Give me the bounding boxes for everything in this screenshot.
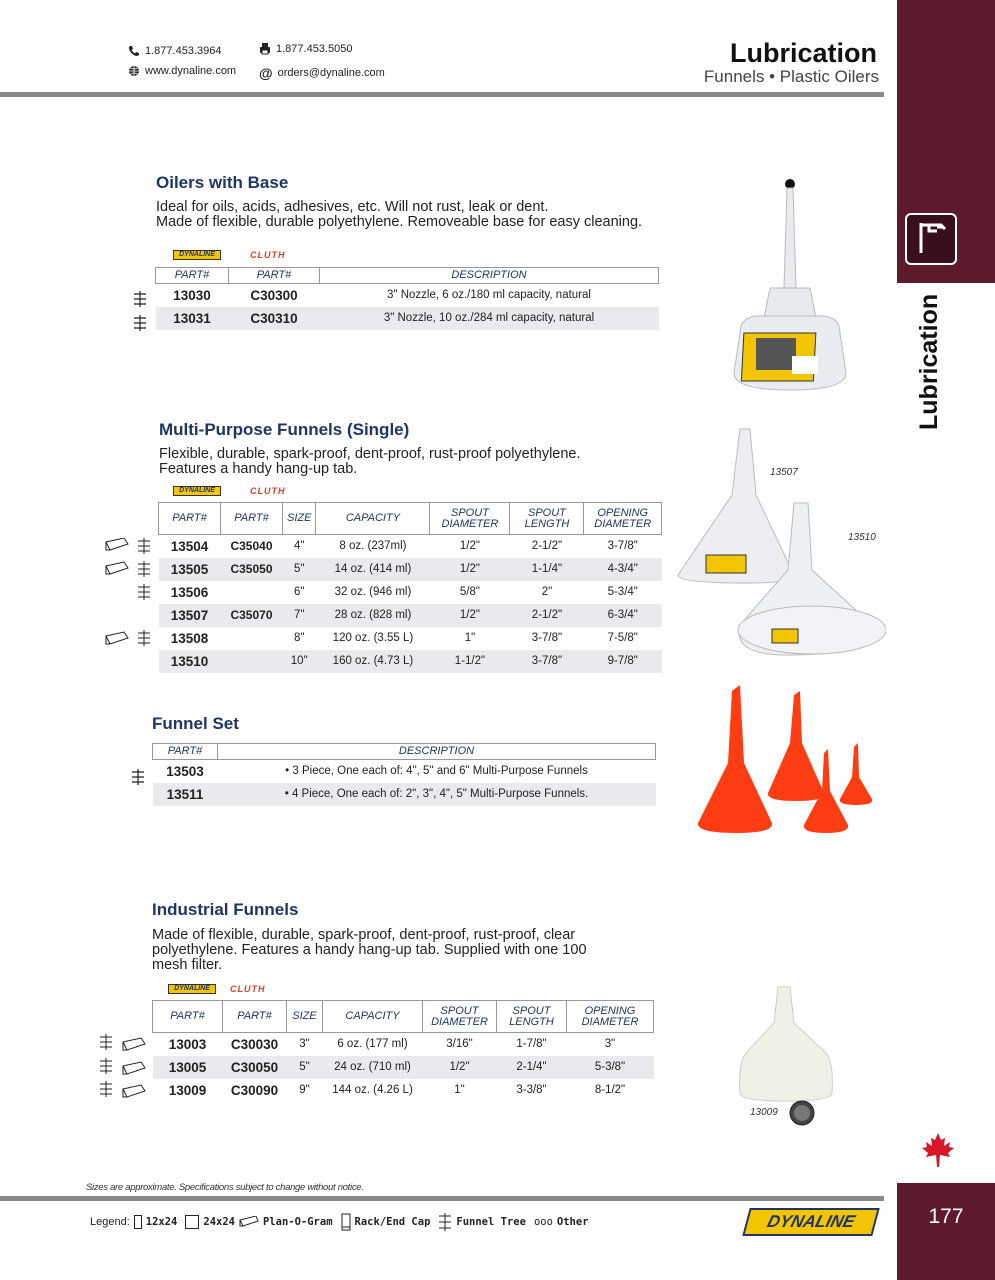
col-header: CAPACITY — [323, 1001, 423, 1033]
col-header: OPENING DIAMETER — [584, 503, 662, 535]
col-header: CAPACITY — [316, 503, 430, 535]
image-caption: 13510 — [848, 532, 876, 543]
maple-leaf-icon — [922, 1133, 954, 1167]
funnel-tree-icon — [138, 561, 150, 577]
funnel-tree-icon — [131, 769, 145, 785]
fax-icon — [259, 43, 271, 55]
col-header: PART# — [221, 503, 283, 535]
multi-purpose-funnels-image — [676, 425, 886, 670]
website-contact[interactable]: www.dynaline.com — [128, 65, 236, 77]
plan-o-gram-icon — [239, 1216, 259, 1228]
dynaline-brand-label: DYNALINE — [173, 250, 221, 260]
oiler-product-image — [730, 178, 850, 398]
table-row: 13030 C30300 3" Nozzle, 6 oz./180 ml capacity, natural — [173, 287, 591, 303]
industrial-description: Made of flexible, durable, spark-proof, dent-proof, rust-proof, clear polyethylene. Features a handy hang-up tab. Supplied with one 100 mesh filter. — [152, 927, 587, 973]
col-header: PART# — [153, 1001, 223, 1033]
table-row: 13003 C30030 3" 6 oz. (177 ml) 3/16" 1-7/8" 3" — [168, 1036, 616, 1052]
table-row: 13510 10" 160 oz. (4.73 L) 1-1/2" 3-7/8" 9-7/8" — [159, 650, 662, 673]
col-header: PART# — [156, 268, 229, 284]
24x24-icon — [185, 1215, 199, 1229]
oilers-description: Ideal for oils, acids, adhesives, etc. Will not rust, leak or dent. Made of flexible, durable polyethylene. Removeable base for easy cleaning. — [156, 199, 643, 230]
page-number: 177 — [897, 1183, 995, 1280]
funnel-set-title: Funnel Set — [152, 714, 239, 733]
table-row: 13005 C30050 5" 24 oz. (710 ml) 1/2" 2-1/4" 5-3/8" — [153, 1056, 654, 1079]
col-header: PART# — [153, 744, 218, 760]
page-title: Lubrication — [730, 38, 877, 68]
globe-icon — [128, 65, 140, 77]
table-row: 13503 • 3 Piece, One each of: 4", 5" and 6" Multi-Purpose Funnels — [166, 763, 588, 779]
plan-o-gram-icon — [123, 1038, 145, 1050]
col-header: SPOUT LENGTH — [510, 503, 584, 535]
image-caption: 13507 — [770, 467, 798, 478]
rack-end-cap-icon — [341, 1213, 351, 1231]
col-header: DESCRIPTION — [218, 744, 656, 760]
plan-o-gram-icon — [106, 538, 128, 550]
col-header: SPOUT LENGTH — [497, 1001, 567, 1033]
plan-o-gram-icon — [106, 632, 128, 644]
col-header: SIZE — [283, 503, 316, 535]
table-row: 13511 • 4 Piece, One each of: 2", 3", 4", 5" Multi-Purpose Funnels. — [153, 783, 656, 806]
table-row: 13504 C35040 4" 8 oz. (237ml) 1/2" 2-1/2" 3-7/8" — [170, 538, 638, 554]
col-header: OPENING DIAMETER — [567, 1001, 654, 1033]
multi-purpose-title: Multi-Purpose Funnels (Single) — [159, 420, 410, 439]
plan-o-gram-icon — [106, 562, 128, 574]
col-header: PART# — [159, 503, 221, 535]
funnel-set-table — [152, 743, 656, 806]
phone-contact: 1.877.453.3964 — [128, 45, 221, 57]
oilers-title: Oilers with Base — [156, 173, 289, 192]
header-divider — [0, 92, 884, 97]
col-header: SPOUT DIAMETER — [423, 1001, 497, 1033]
footnote: Sizes are approximate. Specifications subject to change without notice. — [86, 1182, 364, 1193]
at-icon: @ — [259, 65, 273, 81]
table-row: 13507 C35070 7" 28 oz. (828 ml) 1/2" 2-1/2" 6-3/4" — [159, 604, 662, 627]
table-row: 13009 C30090 9" 144 oz. (4.26 L) 1" 3-3/8" 8-1/2" — [168, 1082, 626, 1098]
fax-contact: 1.877.453.5050 — [259, 43, 352, 55]
sidebar-label: Lubrication — [915, 293, 943, 430]
cluth-brand-label: CLUTH — [250, 250, 286, 260]
multi-purpose-description: Flexible, durable, spark-proof, dent-proof, rust-proof polyethylene. Features a handy hang-up tab. — [159, 446, 581, 477]
funnel-tree-icon — [438, 1213, 452, 1231]
12x24-icon — [134, 1215, 142, 1229]
email-contact[interactable]: @ orders@dynaline.com — [259, 65, 385, 81]
cluth-brand-label: CLUTH — [230, 984, 266, 994]
multi-purpose-legend-icons — [104, 538, 154, 658]
table-row: 13508 8" 120 oz. (3.55 L) 1" 3-7/8" 7-5/8" — [170, 630, 638, 646]
funnel-tree-icon — [133, 315, 147, 331]
grease-gun-icon — [905, 213, 957, 265]
cluth-brand-label: CLUTH — [250, 486, 286, 496]
col-header: PART# — [223, 1001, 287, 1033]
other-icon: ooo — [533, 1216, 553, 1228]
funnel-tree-icon — [138, 630, 150, 646]
funnel-tree-icon — [138, 584, 150, 600]
table-row: 13506 6" 32 oz. (946 ml) 5/8" 2" 5-3/4" — [170, 584, 638, 600]
funnel-tree-icon — [138, 538, 150, 554]
rack-end-cap-icon — [100, 1034, 112, 1050]
industrial-title: Industrial Funnels — [152, 900, 299, 919]
table-row: 13031 C30310 3" Nozzle, 10 oz./284 ml capacity, natural — [156, 307, 659, 330]
col-header: PART# — [229, 268, 320, 284]
oilers-table — [155, 267, 659, 330]
table-row: 13505 C35050 5" 14 oz. (414 ml) 1/2" 1-1/4" 4-3/4" — [159, 558, 662, 581]
industrial-table — [152, 1000, 654, 1102]
col-header: DESCRIPTION — [320, 268, 659, 284]
industrial-legend-icons — [99, 1034, 149, 1106]
page-subtitle: Funnels • Plastic Oilers — [703, 67, 879, 86]
footer-divider — [0, 1196, 884, 1201]
dynaline-brand-label: DYNALINE — [173, 486, 221, 496]
multi-purpose-table — [158, 502, 662, 673]
phone-icon — [128, 45, 140, 57]
dynaline-brand-label: DYNALINE — [168, 984, 216, 994]
dynaline-logo: DYNALINE — [742, 1208, 880, 1236]
funnel-tree-icon — [133, 291, 147, 307]
col-header: SPOUT DIAMETER — [430, 503, 510, 535]
image-caption: 13009 — [750, 1107, 778, 1118]
legend: Legend: 12x24 24x24 Plan-O-Gram Rack/End Cap Funnel Tree ooo Other — [90, 1213, 589, 1231]
funnel-set-image — [694, 683, 880, 843]
col-header: SIZE — [287, 1001, 323, 1033]
